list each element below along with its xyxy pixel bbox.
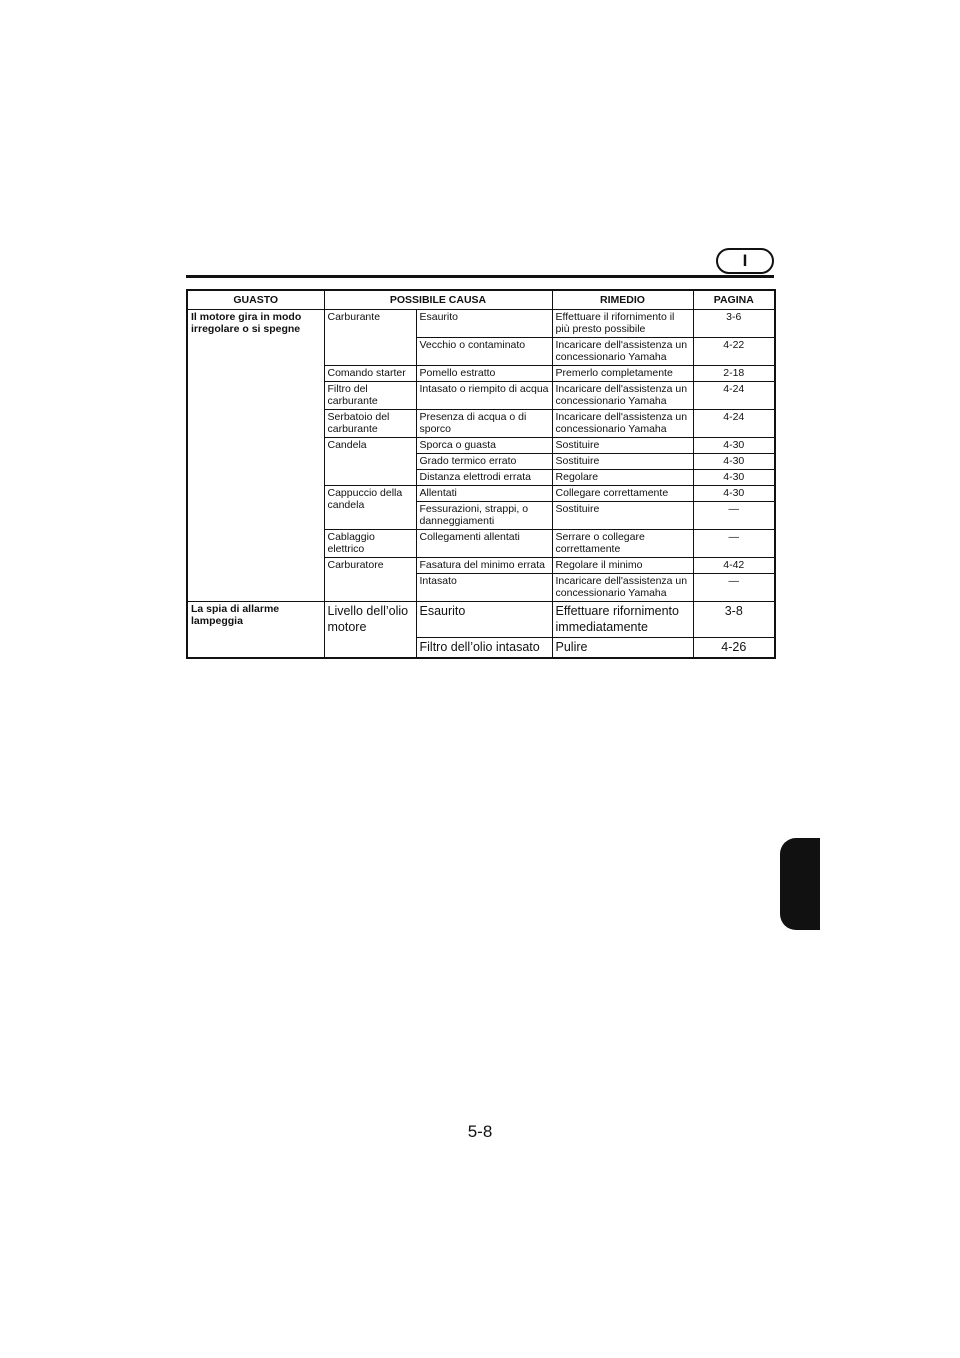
cause-detail-cell: Sporca o guasta bbox=[416, 438, 552, 454]
cause-detail-cell: Collegamenti allentati bbox=[416, 530, 552, 558]
remedy-cell: Pulire bbox=[552, 638, 693, 659]
remedy-cell: Premerlo completamente bbox=[552, 366, 693, 382]
remedy-cell: Effettuare il rifornimento il più presto possibile bbox=[552, 310, 693, 338]
remedy-cell: Incaricare dell'assistenza un concessionario Yamaha bbox=[552, 382, 693, 410]
page-ref-cell: 4-30 bbox=[693, 486, 775, 502]
cause-detail-cell: Esaurito bbox=[416, 602, 552, 638]
page-ref-cell: 2-18 bbox=[693, 366, 775, 382]
remedy-cell: Serrare o collegare correttamente bbox=[552, 530, 693, 558]
fault-cell: La spia di allarme lampeggia bbox=[187, 602, 324, 659]
cause-detail-cell: Grado termico errato bbox=[416, 454, 552, 470]
cause-part-cell: Carburatore bbox=[324, 558, 416, 602]
cause-detail-cell: Presenza di acqua o di sporco bbox=[416, 410, 552, 438]
cause-detail-cell: Fasatura del minimo errata bbox=[416, 558, 552, 574]
cause-part-cell: Comando starter bbox=[324, 366, 416, 382]
cause-part-cell: Cablaggio elettrico bbox=[324, 530, 416, 558]
remedy-cell: Incaricare dell'assistenza un concessionario Yamaha bbox=[552, 338, 693, 366]
cause-detail-cell: Intasato o riempito di acqua bbox=[416, 382, 552, 410]
cause-detail-cell: Fessurazioni, strappi, o danneggiamenti bbox=[416, 502, 552, 530]
table-header-row bbox=[187, 290, 775, 310]
cause-part-cell: Livello dell’olio motore bbox=[324, 602, 416, 659]
language-label: I bbox=[742, 251, 748, 270]
page-ref-cell: 4-24 bbox=[693, 382, 775, 410]
fault-cell: Il motore gira in modo irregolare o si spegne bbox=[187, 310, 324, 602]
page-ref-cell: — bbox=[693, 530, 775, 558]
remedy-cell: Sostituire bbox=[552, 438, 693, 454]
cause-detail-cell: Distanza elettrodi errata bbox=[416, 470, 552, 486]
remedy-cell: Sostituire bbox=[552, 454, 693, 470]
header-fault: GUASTO bbox=[187, 290, 324, 310]
page-ref-cell: — bbox=[693, 574, 775, 602]
table-row bbox=[187, 602, 775, 638]
cause-detail-cell: Filtro dell’olio intasato bbox=[416, 638, 552, 659]
cause-part-cell: Filtro del carburante bbox=[324, 382, 416, 410]
page-ref-cell: 3-6 bbox=[693, 310, 775, 338]
remedy-cell: Effettuare rifornimento immediatamente bbox=[552, 602, 693, 638]
header-rule bbox=[186, 275, 774, 278]
cause-detail-cell: Esaurito bbox=[416, 310, 552, 338]
remedy-cell: Regolare il minimo bbox=[552, 558, 693, 574]
page-number: 5-8 bbox=[467, 1122, 493, 1141]
troubleshooting-table bbox=[186, 289, 776, 659]
cause-part-cell: Cappuccio della candela bbox=[324, 486, 416, 530]
page-ref-cell: 3-8 bbox=[693, 602, 775, 638]
page-ref-cell: — bbox=[693, 502, 775, 530]
cause-part-cell: Candela bbox=[324, 438, 416, 486]
language-badge bbox=[716, 248, 774, 274]
header-cause: POSSIBILE CAUSA bbox=[324, 290, 552, 310]
table-row bbox=[187, 310, 775, 338]
page-ref-cell: 4-26 bbox=[693, 638, 775, 659]
page-ref-cell: 4-22 bbox=[693, 338, 775, 366]
page-ref-cell: 4-42 bbox=[693, 558, 775, 574]
remedy-cell: Sostituire bbox=[552, 502, 693, 530]
remedy-cell: Incaricare dell'assistenza un concessionario Yamaha bbox=[552, 574, 693, 602]
page-ref-cell: 4-30 bbox=[693, 454, 775, 470]
cause-detail-cell: Pomello estratto bbox=[416, 366, 552, 382]
cause-part-cell: Carburante bbox=[324, 310, 416, 366]
remedy-cell: Incaricare dell'assistenza un concessionario Yamaha bbox=[552, 410, 693, 438]
troubleshooting-table-wrapper bbox=[186, 289, 776, 659]
page-ref-cell: 4-30 bbox=[693, 470, 775, 486]
header-remedy: RIMEDIO bbox=[552, 290, 693, 310]
page-ref-cell: 4-24 bbox=[693, 410, 775, 438]
header-page: PAGINA bbox=[693, 290, 775, 310]
remedy-cell: Regolare bbox=[552, 470, 693, 486]
remedy-cell: Collegare correttamente bbox=[552, 486, 693, 502]
page-ref-cell: 4-30 bbox=[693, 438, 775, 454]
chapter-thumb-tab bbox=[780, 838, 820, 930]
cause-part-cell: Serbatoio del carburante bbox=[324, 410, 416, 438]
cause-detail-cell: Vecchio o contaminato bbox=[416, 338, 552, 366]
cause-detail-cell: Allentati bbox=[416, 486, 552, 502]
cause-detail-cell: Intasato bbox=[416, 574, 552, 602]
